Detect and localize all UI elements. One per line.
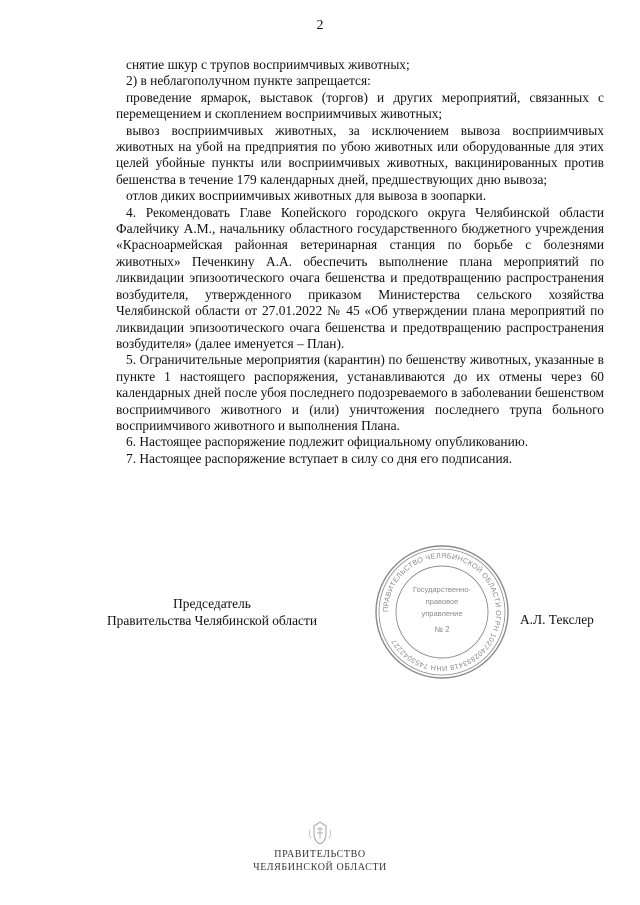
- signatory-title: [92, 596, 332, 629]
- footer-line: ЧЕЛЯБИНСКОЙ ОБЛАСТИ: [253, 862, 387, 873]
- seal-inner-text: № 2: [434, 625, 450, 634]
- paragraph: 4. Рекомендовать Главе Копейского городского округа Челябинской области Фалейчику А.М., начальнику областного государственного бюджетного учреждения «Красноармейская районная ветеринарная станция по борьбе с болезнями животных» Печенкину А.А. обеспечить выполнение плана мероприятий по ликвидации эпизоотического очага бешенства и предотвращению распространения возбудителя, утвержденного приказом Министерства сельского хозяйства Челябинской области от 27.01.2022 № 45 «Об утверждении плана мероприятий по ликвидации эпизоотического очага бешенства и предотвращению распространения возбудителя» (далее именуется – План).: [116, 204, 604, 351]
- footer-watermark: [0, 820, 640, 874]
- seal-inner-text: управление: [421, 609, 463, 618]
- footer-line: ПРАВИТЕЛЬСТВО: [274, 849, 366, 860]
- paragraph: снятие шкур с трупов восприимчивых животных;: [126, 57, 410, 72]
- signature-block: [0, 596, 640, 636]
- paragraph: 6. Настоящее распоряжение подлежит официальному опубликованию.: [126, 434, 529, 450]
- document-body: [116, 57, 604, 467]
- paragraph: 7. Настоящее распоряжение вступает в силу со дня его подписания.: [126, 450, 513, 466]
- seal-ring-text: ПРАВИТЕЛЬСТВО ЧЕЛЯБИНСКОЙ ОБЛАСТИ ОГРН 1027402893418 ИНН 7453042227: [380, 550, 504, 674]
- paragraph: отлов диких восприимчивых животных для вывоза в зоопарки.: [126, 188, 487, 204]
- signatory-name: А.Л. Текслер: [520, 612, 594, 627]
- paragraph: 5. Ограничительные мероприятия (карантин) по бешенству животных, указанные в пункте 1 настоящего распоряжения, устанавливаются до их отмены через 60 календарных дней после убоя последнего подозреваемого в заболевании бешенством восприимчивого животного и (или) уничтожения последнего трупа больного восприимчивого животного и выполнения Плана.: [116, 352, 604, 433]
- seal-inner-text: Государственно-: [413, 585, 471, 594]
- paragraph: вывоз восприимчивых животных, за исключением вывоза восприимчивых животных на убой на предприятия по убою животных или оборудованные для этих целей убойные пункты или восприимчивых животных, вакцинированных против бешенства в течение 179 календарных дней, предшествующих дню вывоза;: [116, 122, 604, 187]
- paragraph: 2) в неблагополучном пункте запрещается:: [126, 73, 371, 89]
- seal-inner-text: правовое: [425, 597, 459, 606]
- signatory-title-line: Председатель: [173, 596, 251, 611]
- coat-of-arms-icon: [305, 820, 335, 846]
- signatory-title-line: Правительства Челябинской области: [107, 612, 317, 628]
- paragraph: проведение ярмарок, выставок (торгов) и других мероприятий, связанных с перемещением и скоплением восприимчивых животных;: [116, 89, 604, 122]
- page-number: 2: [316, 18, 324, 33]
